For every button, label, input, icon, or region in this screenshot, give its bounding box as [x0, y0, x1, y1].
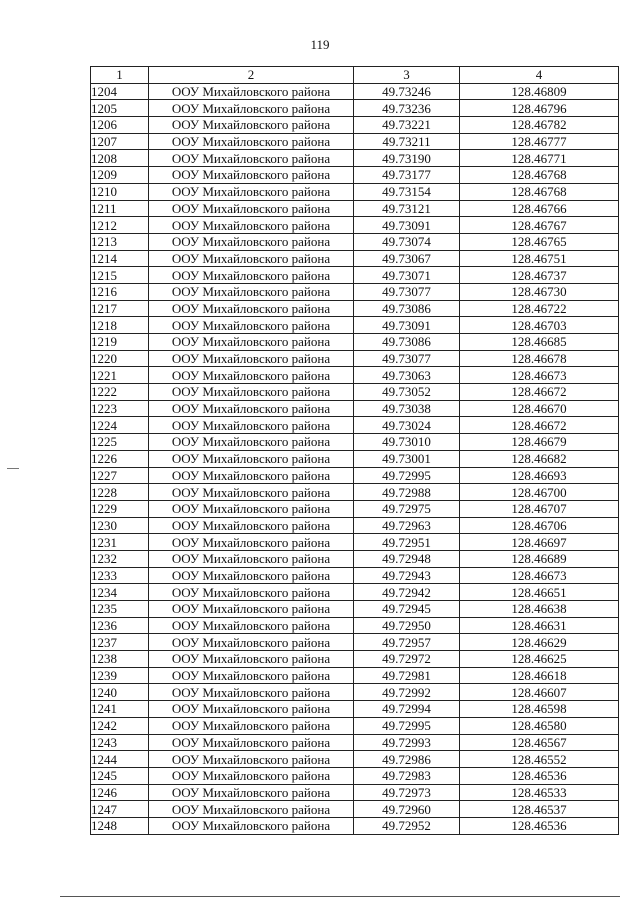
table-header-row [91, 67, 619, 84]
row-latitude: 49.72942 [354, 584, 460, 601]
row-latitude: 49.72988 [354, 484, 460, 501]
table-row [91, 450, 619, 467]
row-longitude: 128.46598 [460, 701, 619, 718]
row-number: 1225 [91, 434, 149, 451]
row-name: ООУ Михайловского района [149, 434, 354, 451]
row-name: ООУ Михайловского района [149, 317, 354, 334]
row-number: 1227 [91, 467, 149, 484]
row-name: ООУ Михайловского района [149, 701, 354, 718]
table-row [91, 601, 619, 618]
row-number: 1220 [91, 350, 149, 367]
row-name: ООУ Михайловского района [149, 467, 354, 484]
row-latitude: 49.72972 [354, 651, 460, 668]
row-number: 1214 [91, 250, 149, 267]
row-number: 1226 [91, 450, 149, 467]
row-longitude: 128.46618 [460, 667, 619, 684]
row-number: 1222 [91, 384, 149, 401]
row-longitude: 128.46768 [460, 167, 619, 184]
row-name: ООУ Михайловского района [149, 584, 354, 601]
row-longitude: 128.46777 [460, 133, 619, 150]
row-longitude: 128.46693 [460, 467, 619, 484]
row-longitude: 128.46536 [460, 767, 619, 784]
row-name: ООУ Михайловского района [149, 83, 354, 100]
row-longitude: 128.46678 [460, 350, 619, 367]
row-latitude: 49.73077 [354, 350, 460, 367]
table-row [91, 784, 619, 801]
table-row [91, 167, 619, 184]
table-row [91, 217, 619, 234]
table-row [91, 684, 619, 701]
row-latitude: 49.72973 [354, 784, 460, 801]
row-latitude: 49.73086 [354, 334, 460, 351]
row-name: ООУ Михайловского района [149, 217, 354, 234]
table-row [91, 183, 619, 200]
row-longitude: 128.46567 [460, 734, 619, 751]
row-name: ООУ Михайловского района [149, 384, 354, 401]
row-number: 1215 [91, 267, 149, 284]
row-number: 1221 [91, 367, 149, 384]
row-longitude: 128.46768 [460, 183, 619, 200]
row-longitude: 128.46673 [460, 367, 619, 384]
row-name: ООУ Михайловского района [149, 267, 354, 284]
table-row [91, 133, 619, 150]
row-name: ООУ Михайловского района [149, 717, 354, 734]
row-name: ООУ Михайловского района [149, 283, 354, 300]
row-longitude: 128.46751 [460, 250, 619, 267]
row-name: ООУ Михайловского района [149, 550, 354, 567]
row-longitude: 128.46766 [460, 200, 619, 217]
table-row [91, 617, 619, 634]
table-row [91, 667, 619, 684]
table-row [91, 117, 619, 134]
row-longitude: 128.46767 [460, 217, 619, 234]
scan-edge-mark [7, 468, 19, 469]
row-longitude: 128.46672 [460, 417, 619, 434]
row-name: ООУ Михайловского района [149, 100, 354, 117]
column-header-number: 1 [91, 67, 149, 84]
row-number: 1247 [91, 801, 149, 818]
row-name: ООУ Михайловского района [149, 183, 354, 200]
table-row [91, 801, 619, 818]
row-name: ООУ Михайловского района [149, 133, 354, 150]
row-number: 1217 [91, 300, 149, 317]
row-name: ООУ Михайловского района [149, 350, 354, 367]
row-number: 1218 [91, 317, 149, 334]
row-name: ООУ Михайловского района [149, 567, 354, 584]
row-number: 1229 [91, 500, 149, 517]
row-latitude: 49.73067 [354, 250, 460, 267]
row-latitude: 49.73024 [354, 417, 460, 434]
table-row [91, 584, 619, 601]
row-latitude: 49.73086 [354, 300, 460, 317]
row-name: ООУ Михайловского района [149, 167, 354, 184]
row-latitude: 49.73246 [354, 83, 460, 100]
row-longitude: 128.46638 [460, 601, 619, 618]
row-name: ООУ Михайловского района [149, 334, 354, 351]
row-latitude: 49.72995 [354, 717, 460, 734]
table-row [91, 100, 619, 117]
row-longitude: 128.46722 [460, 300, 619, 317]
table-row [91, 701, 619, 718]
column-header-longitude: 4 [460, 67, 619, 84]
row-name: ООУ Михайловского района [149, 367, 354, 384]
column-header-name: 2 [149, 67, 354, 84]
row-name: ООУ Михайловского района [149, 801, 354, 818]
table-row [91, 500, 619, 517]
row-name: ООУ Михайловского района [149, 634, 354, 651]
coordinates-table [90, 66, 619, 835]
row-longitude: 128.46707 [460, 500, 619, 517]
row-latitude: 49.73121 [354, 200, 460, 217]
row-number: 1211 [91, 200, 149, 217]
row-number: 1210 [91, 183, 149, 200]
row-name: ООУ Михайловского района [149, 651, 354, 668]
table-row [91, 417, 619, 434]
row-number: 1232 [91, 550, 149, 567]
row-longitude: 128.46697 [460, 534, 619, 551]
table-row [91, 250, 619, 267]
table-row [91, 534, 619, 551]
row-name: ООУ Михайловского района [149, 250, 354, 267]
table-row [91, 567, 619, 584]
row-longitude: 128.46536 [460, 817, 619, 834]
row-latitude: 49.72945 [354, 601, 460, 618]
row-number: 1209 [91, 167, 149, 184]
row-name: ООУ Михайловского района [149, 450, 354, 467]
row-latitude: 49.73091 [354, 217, 460, 234]
row-longitude: 128.46607 [460, 684, 619, 701]
row-name: ООУ Михайловского района [149, 817, 354, 834]
table-row [91, 817, 619, 834]
row-longitude: 128.46737 [460, 267, 619, 284]
table-row [91, 734, 619, 751]
row-longitude: 128.46537 [460, 801, 619, 818]
row-longitude: 128.46689 [460, 550, 619, 567]
row-number: 1233 [91, 567, 149, 584]
table-row [91, 150, 619, 167]
table-row [91, 83, 619, 100]
row-number: 1243 [91, 734, 149, 751]
row-latitude: 49.72995 [354, 467, 460, 484]
row-number: 1242 [91, 717, 149, 734]
row-longitude: 128.46629 [460, 634, 619, 651]
row-longitude: 128.46765 [460, 233, 619, 250]
row-longitude: 128.46672 [460, 384, 619, 401]
table-row [91, 434, 619, 451]
table-row [91, 651, 619, 668]
row-longitude: 128.46651 [460, 584, 619, 601]
table-row [91, 467, 619, 484]
row-latitude: 49.72975 [354, 500, 460, 517]
row-name: ООУ Михайловского района [149, 617, 354, 634]
row-number: 1228 [91, 484, 149, 501]
row-longitude: 128.46771 [460, 150, 619, 167]
row-number: 1207 [91, 133, 149, 150]
row-latitude: 49.73177 [354, 167, 460, 184]
row-name: ООУ Михайловского района [149, 300, 354, 317]
row-number: 1213 [91, 233, 149, 250]
row-name: ООУ Михайловского района [149, 534, 354, 551]
table-row [91, 384, 619, 401]
row-number: 1240 [91, 684, 149, 701]
row-name: ООУ Михайловского района [149, 751, 354, 768]
table-row [91, 350, 619, 367]
row-number: 1239 [91, 667, 149, 684]
table-row [91, 550, 619, 567]
row-name: ООУ Михайловского района [149, 200, 354, 217]
row-number: 1224 [91, 417, 149, 434]
row-latitude: 49.73221 [354, 117, 460, 134]
row-name: ООУ Михайловского района [149, 150, 354, 167]
table-row [91, 517, 619, 534]
table-body [91, 83, 619, 834]
row-longitude: 128.46796 [460, 100, 619, 117]
row-latitude: 49.73077 [354, 283, 460, 300]
row-latitude: 49.73038 [354, 400, 460, 417]
row-number: 1223 [91, 400, 149, 417]
table-row [91, 200, 619, 217]
row-longitude: 128.46533 [460, 784, 619, 801]
table-row [91, 267, 619, 284]
row-name: ООУ Михайловского района [149, 784, 354, 801]
row-longitude: 128.46782 [460, 117, 619, 134]
row-longitude: 128.46703 [460, 317, 619, 334]
row-name: ООУ Михайловского района [149, 767, 354, 784]
table-row [91, 233, 619, 250]
page-number: 119 [310, 37, 330, 52]
row-latitude: 49.73091 [354, 317, 460, 334]
row-latitude: 49.73236 [354, 100, 460, 117]
row-number: 1234 [91, 584, 149, 601]
row-name: ООУ Михайловского района [149, 117, 354, 134]
table-row [91, 317, 619, 334]
row-name: ООУ Михайловского района [149, 500, 354, 517]
row-name: ООУ Михайловского района [149, 734, 354, 751]
row-longitude: 128.46685 [460, 334, 619, 351]
row-name: ООУ Михайловского района [149, 400, 354, 417]
row-longitude: 128.46700 [460, 484, 619, 501]
row-longitude: 128.46670 [460, 400, 619, 417]
row-longitude: 128.46682 [460, 450, 619, 467]
row-number: 1237 [91, 634, 149, 651]
table-row [91, 367, 619, 384]
row-name: ООУ Михайловского района [149, 684, 354, 701]
row-number: 1238 [91, 651, 149, 668]
row-number: 1216 [91, 283, 149, 300]
row-number: 1204 [91, 83, 149, 100]
row-latitude: 49.72963 [354, 517, 460, 534]
table-row [91, 283, 619, 300]
row-latitude: 49.73063 [354, 367, 460, 384]
row-number: 1236 [91, 617, 149, 634]
row-longitude: 128.46730 [460, 283, 619, 300]
row-latitude: 49.72950 [354, 617, 460, 634]
row-longitude: 128.46679 [460, 434, 619, 451]
row-latitude: 49.72951 [354, 534, 460, 551]
row-longitude: 128.46580 [460, 717, 619, 734]
row-number: 1246 [91, 784, 149, 801]
row-latitude: 49.73071 [354, 267, 460, 284]
row-latitude: 49.73052 [354, 384, 460, 401]
row-number: 1244 [91, 751, 149, 768]
row-longitude: 128.46625 [460, 651, 619, 668]
row-name: ООУ Михайловского района [149, 517, 354, 534]
row-latitude: 49.72981 [354, 667, 460, 684]
row-longitude: 128.46552 [460, 751, 619, 768]
table-row [91, 717, 619, 734]
row-number: 1245 [91, 767, 149, 784]
row-latitude: 49.72992 [354, 684, 460, 701]
row-latitude: 49.73211 [354, 133, 460, 150]
row-latitude: 49.72943 [354, 567, 460, 584]
row-number: 1205 [91, 100, 149, 117]
row-name: ООУ Михайловского района [149, 601, 354, 618]
row-number: 1208 [91, 150, 149, 167]
table-row [91, 334, 619, 351]
row-latitude: 49.72957 [354, 634, 460, 651]
row-longitude: 128.46809 [460, 83, 619, 100]
row-name: ООУ Михайловского района [149, 484, 354, 501]
table-row [91, 484, 619, 501]
row-longitude: 128.46631 [460, 617, 619, 634]
row-longitude: 128.46673 [460, 567, 619, 584]
table-row [91, 300, 619, 317]
row-latitude: 49.72994 [354, 701, 460, 718]
row-latitude: 49.73010 [354, 434, 460, 451]
row-number: 1206 [91, 117, 149, 134]
column-header-latitude: 3 [354, 67, 460, 84]
row-name: ООУ Михайловского района [149, 233, 354, 250]
row-latitude: 49.73001 [354, 450, 460, 467]
row-name: ООУ Михайловского района [149, 667, 354, 684]
row-number: 1219 [91, 334, 149, 351]
footer-rule [60, 896, 620, 897]
row-latitude: 49.72983 [354, 767, 460, 784]
row-latitude: 49.73190 [354, 150, 460, 167]
row-latitude: 49.72960 [354, 801, 460, 818]
row-number: 1235 [91, 601, 149, 618]
row-longitude: 128.46706 [460, 517, 619, 534]
row-number: 1248 [91, 817, 149, 834]
row-number: 1241 [91, 701, 149, 718]
row-latitude: 49.72952 [354, 817, 460, 834]
row-latitude: 49.72986 [354, 751, 460, 768]
row-number: 1231 [91, 534, 149, 551]
row-number: 1212 [91, 217, 149, 234]
row-latitude: 49.72993 [354, 734, 460, 751]
table-row [91, 767, 619, 784]
row-number: 1230 [91, 517, 149, 534]
row-name: ООУ Михайловского района [149, 417, 354, 434]
row-latitude: 49.72948 [354, 550, 460, 567]
table-row [91, 634, 619, 651]
row-latitude: 49.73074 [354, 233, 460, 250]
table-row [91, 400, 619, 417]
table-row [91, 751, 619, 768]
row-latitude: 49.73154 [354, 183, 460, 200]
